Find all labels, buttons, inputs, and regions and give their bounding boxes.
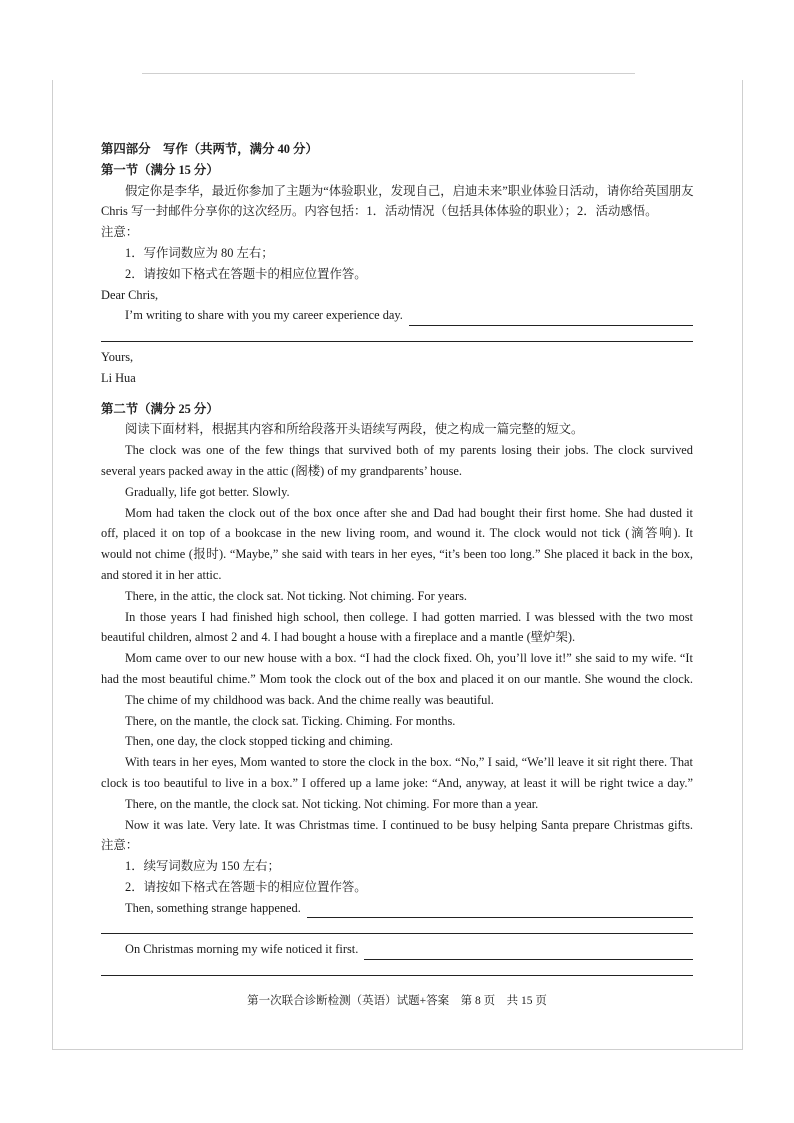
letter-greeting: Dear Chris, xyxy=(101,287,159,302)
answer-line[interactable] xyxy=(364,945,693,960)
story-line: off, placed it on top of a bookcase in the new living room, and wound it. The clock would not tick (滴答响). It xyxy=(101,526,693,541)
letter-closing: Yours, xyxy=(101,349,134,364)
para1-start-row xyxy=(101,898,693,919)
story-line: would not chime (报时). “Maybe,” she said with tears in her eyes, “it’s been too long.” She placed it back in the box, xyxy=(101,547,693,562)
section1-note-2: 2．请按如下格式在答题卡的相应位置作答。 xyxy=(125,266,367,281)
story-line: and stored it in her attic. xyxy=(101,567,222,582)
letter-opening-row xyxy=(101,305,693,326)
answer-line-full[interactable] xyxy=(101,960,693,981)
section1-note-1: 1．写作词数应为 80 左右； xyxy=(125,245,274,260)
para2-start: On Christmas morning my wife noticed it first. xyxy=(125,942,359,957)
story-line: had the most beautiful chime.” Mom took the clock out of the box and placed it on our mantle. She wound the clock. xyxy=(101,671,693,686)
story-line: Then, one day, the clock stopped ticking and chiming. xyxy=(125,734,393,749)
scan-gap-right xyxy=(635,68,745,80)
story-line: In those years I had finished high school, then college. I had gotten married. I was blessed with the two most xyxy=(125,609,693,624)
story-line: beautiful children, almost 2 and 4. I had bought a house with a fireplace and a mantle (壁炉架). xyxy=(101,630,576,645)
story-line: Mom came over to our new house with a box. “I had the clock fixed. Oh, you’ll love it!” she said to my wife. “It xyxy=(125,651,693,666)
part-title: 第四部分 写作（共两节，满分 40 分） xyxy=(101,142,318,156)
page-footer: 第一次联合诊断检测（英语）试题+答案 第 8 页 共 15 页 xyxy=(247,995,547,1007)
section2-note-label: 注意： xyxy=(101,838,139,853)
answer-line[interactable] xyxy=(409,311,693,326)
section2-instruction: 阅读下面材料，根据其内容和所给段落开头语续写两段，使之构成一篇完整的短文。 xyxy=(125,422,584,437)
section1-title: 第一节（满分 15 分） xyxy=(101,162,219,177)
page-content xyxy=(101,139,693,981)
answer-line-full[interactable] xyxy=(101,918,693,939)
letter-opening: I’m writing to share with you my career experience day. xyxy=(125,308,403,323)
letter-signature: Li Hua xyxy=(101,370,136,385)
story-line: Mom had taken the clock out of the box once after she and Dad had bought their first home. She had dusted it xyxy=(125,505,693,520)
section2-title: 第二节（满分 25 分） xyxy=(101,401,219,416)
para1-start: Then, something strange happened. xyxy=(125,900,301,915)
story-line: There, in the attic, the clock sat. Not ticking. Not chiming. For years. xyxy=(125,588,468,603)
story-line: The chime of my childhood was back. And the chime really was beautiful. xyxy=(125,692,494,707)
section1-prompt-line-2: Chris 写一封邮件分享你的这次经历。内容包括：1．活动情况（包括具体体验的职业）；2．活动感悟。 xyxy=(101,204,658,219)
story-line: There, on the mantle, the clock sat. Not ticking. Not chiming. For more than a year. xyxy=(125,796,539,811)
scan-gap-left xyxy=(52,68,142,80)
story-line: With tears in her eyes, Mom wanted to store the clock in the box. “No,” I said, “We’ll leave it sit right there. That xyxy=(125,755,693,770)
answer-line-full[interactable] xyxy=(101,326,693,347)
section1-note-label: 注意： xyxy=(101,225,139,240)
story-line: There, on the mantle, the clock sat. Ticking. Chiming. For months. xyxy=(125,713,456,728)
story-line: Gradually, life got better. Slowly. xyxy=(125,484,290,499)
section2-note-1: 1．续写词数应为 150 左右； xyxy=(125,859,280,874)
story-line: clock is too beautiful to live in a box.” I offered up a lame joke: “And, anyway, at least it will be right twice a day.” xyxy=(101,775,693,790)
answer-line[interactable] xyxy=(307,903,693,918)
story-line: several years packed away in the attic (阁楼) of my grandparents’ house. xyxy=(101,463,463,478)
section2-note-2: 2．请按如下格式在答题卡的相应位置作答。 xyxy=(125,879,367,894)
story-line: The clock was one of the few things that survived both of my parents losing their jobs. The clock survived xyxy=(125,443,693,458)
story-line: Now it was late. Very late. It was Christmas time. I continued to be busy helping Santa prepare Christmas gifts. xyxy=(125,817,693,832)
para2-start-row xyxy=(101,939,693,960)
section1-prompt-line-1: 假定你是李华，最近你参加了主题为“体验职业，发现自己，启迪未来”职业体验日活动，请你给英国朋友 xyxy=(125,183,694,198)
story-text xyxy=(101,440,693,835)
